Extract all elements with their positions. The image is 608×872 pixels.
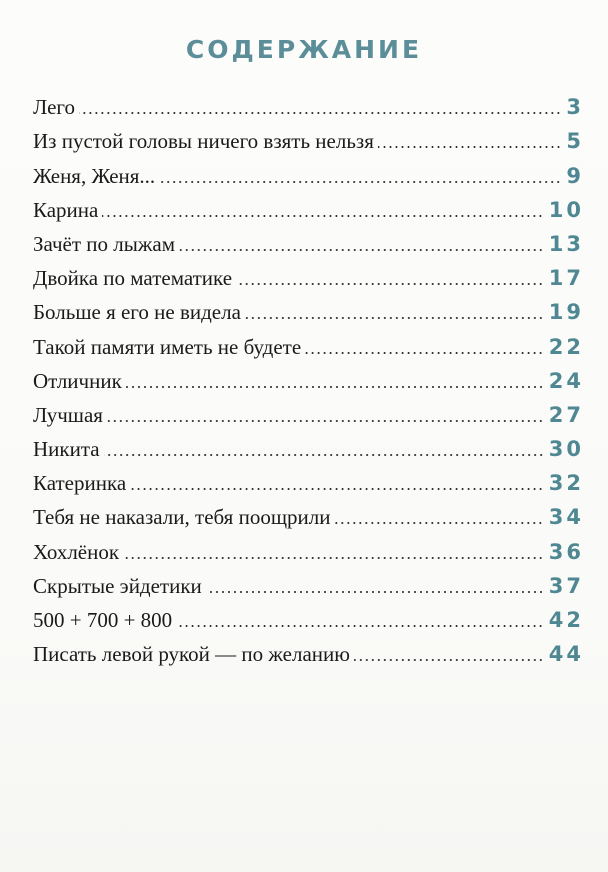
- toc-entry-title: Карина: [33, 197, 99, 222]
- toc-entry-page-number: 36: [548, 539, 584, 564]
- toc-entry-title: Хохлёнок: [33, 539, 120, 564]
- toc-entry-title: Женя, Женя...: [33, 163, 156, 188]
- toc-entry-page-number: 22: [548, 334, 584, 359]
- toc-entry: [33, 430, 584, 464]
- toc-entry: [33, 396, 584, 430]
- toc-entry-title: Такой памяти иметь не будете: [33, 334, 302, 359]
- toc-entry-page-number: 42: [548, 608, 584, 632]
- toc-entry: [33, 567, 584, 601]
- dot-leader: [305, 352, 544, 354]
- toc-entry-title: Скрытые эйдетики: [33, 573, 202, 598]
- toc-entry-title: Отличник: [33, 368, 122, 393]
- toc-entry: [33, 362, 584, 396]
- toc-entry: [33, 225, 584, 259]
- toc-entry: [33, 293, 584, 327]
- toc-entry: [33, 464, 584, 498]
- dot-leader: [79, 112, 561, 114]
- page-title: СОДЕРЖАНИЕ: [185, 35, 423, 64]
- toc-entry: [33, 498, 584, 532]
- toc-entry-page-number: 27: [548, 402, 584, 427]
- toc-entry-page-number: 44: [548, 642, 584, 667]
- toc-entry-title: Больше я его не видела: [33, 300, 241, 325]
- toc-entry-title: Лего: [33, 95, 76, 120]
- toc-entry: [33, 635, 584, 669]
- toc-entry-title: Тебя не наказали, тебя поощрили: [33, 505, 331, 530]
- toc-entry-title: 500 + 700 + 800: [33, 608, 173, 632]
- toc-entry: [33, 532, 584, 566]
- dot-leader: [102, 215, 543, 217]
- dot-leader: [236, 283, 544, 285]
- toc-entry-page-number: 5: [566, 129, 584, 154]
- dot-leader: [245, 317, 544, 319]
- toc-entry: [33, 601, 584, 635]
- toc-entry-page-number: 13: [548, 231, 584, 256]
- toc-entry-page-number: 19: [548, 300, 584, 325]
- toc-entry: [33, 88, 584, 122]
- toc-entry: [33, 122, 584, 156]
- toc-entry-page-number: 3: [566, 95, 584, 120]
- dot-leader: [354, 659, 544, 661]
- toc-entry-page-number: 34: [548, 505, 584, 530]
- table-of-contents: [33, 88, 584, 669]
- toc-entry: [33, 191, 584, 225]
- toc-entry-page-number: 30: [548, 437, 584, 462]
- toc-entry-title: Никита: [33, 437, 100, 462]
- dot-leader: [130, 488, 544, 490]
- dot-leader: [107, 420, 544, 422]
- dot-leader: [126, 386, 544, 388]
- toc-entry-title: Писать левой рукой — по желанию: [33, 642, 350, 667]
- toc-entry: [33, 156, 584, 190]
- toc-entry-title: Из пустой головы ничего взять нельзя: [33, 129, 374, 154]
- toc-entry-page-number: 24: [548, 368, 584, 393]
- toc-entry-page-number: 32: [548, 471, 584, 496]
- toc-entry: [33, 327, 584, 361]
- toc-entry-page-number: 37: [548, 573, 584, 598]
- toc-entry-page-number: 10: [548, 197, 584, 222]
- toc-entry-title: Двойка по математике: [33, 266, 233, 291]
- dot-leader: [179, 249, 544, 251]
- toc-entry: [33, 259, 584, 293]
- dot-leader: [334, 522, 543, 524]
- dot-leader: [378, 146, 562, 148]
- dot-leader: [104, 454, 544, 456]
- dot-leader: [123, 557, 544, 559]
- toc-entry-page-number: 17: [548, 266, 584, 291]
- toc-entry-title: Зачёт по лыжам: [33, 231, 176, 256]
- dot-leader: [206, 591, 544, 593]
- toc-entry-title: Катеринка: [33, 471, 127, 496]
- toc-entry-title: Лучшая: [33, 402, 103, 427]
- dot-leader: [176, 625, 544, 627]
- dot-leader: [159, 181, 561, 183]
- toc-entry-page-number: 9: [566, 163, 584, 188]
